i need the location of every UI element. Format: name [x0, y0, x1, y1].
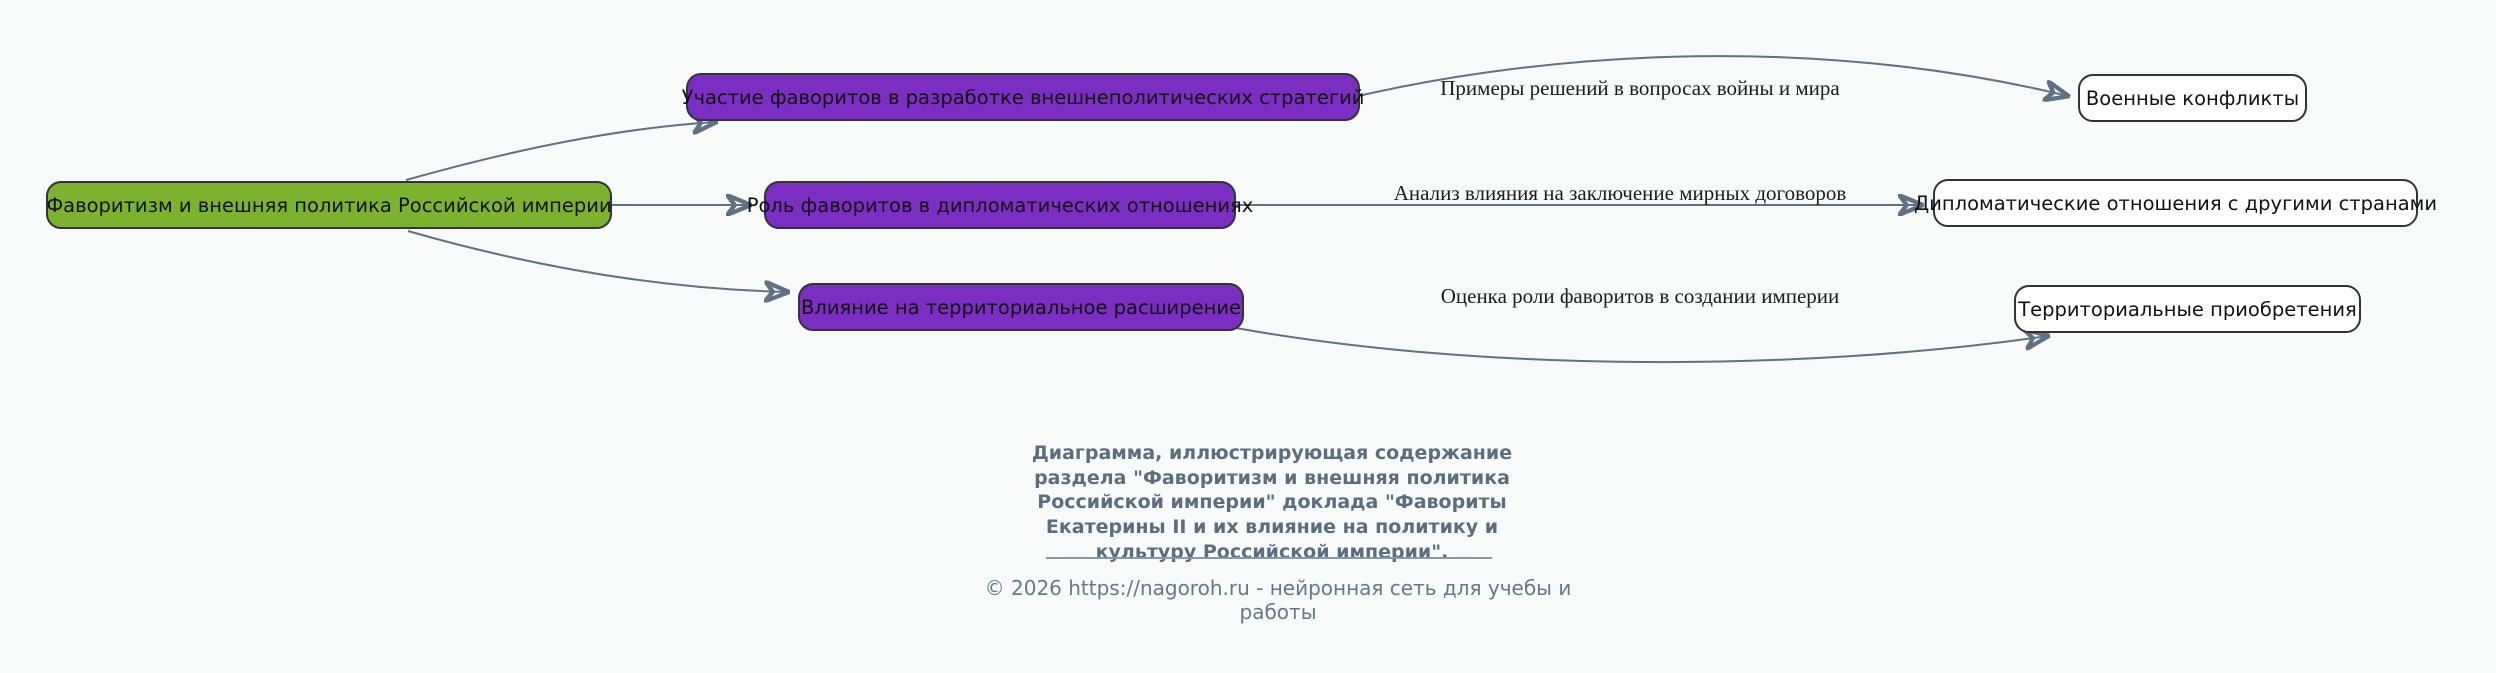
leaf-node-territorial-acquisitions [2014, 285, 2361, 333]
edge-label-war-peace: Примеры решений в вопросах войны и мира [1440, 76, 1840, 100]
edge-label-peace-treaties: Анализ влияния на заключение мирных договоров [1393, 181, 1847, 205]
leaf-node-diplomatic-relations [1913, 179, 2438, 227]
branch-node-label: Роль фаворитов в дипломатических отношениях [746, 193, 1254, 217]
branch-node-label: Участие фаворитов в разработке внешнеполитических стратегий [681, 85, 1365, 109]
leaf-node-label: Территориальные приобретения [2018, 297, 2357, 321]
branch-node-territory [798, 283, 1244, 331]
edge-root-to-branch-2 [408, 231, 788, 292]
branch-node-label: Влияние на территориальное расширение [800, 295, 1242, 319]
root-node-label: Фаворитизм и внешняя политика Российской империи [46, 193, 612, 217]
diagram-caption: Диаграмма, иллюстрирующая содержание раздела "Фаворитизм и внешняя политика Российской империи" доклада "Фавориты Екатерины II и их влияние на политику и культуру Российской империи". [1031, 442, 1513, 563]
edge-label-empire-building: Оценка роли фаворитов в создании империи [1440, 284, 1840, 308]
edge-branch-2-to-leaf-2 [1236, 328, 2048, 362]
caption-separator-line [1046, 557, 1492, 559]
branch-node-strategies [681, 73, 1365, 121]
footer-credit: © 2026 https://nagoroh.ru - нейронная сеть для учебы и работы [984, 576, 1572, 624]
branch-node-diplomacy [746, 181, 1254, 229]
root-node [46, 181, 612, 229]
leaf-node-military-conflicts [2078, 74, 2307, 122]
edge-root-to-branch-0 [406, 122, 716, 180]
leaf-node-label: Дипломатические отношения с другими странами [1913, 191, 2438, 215]
leaf-node-label: Военные конфликты [2085, 86, 2300, 110]
